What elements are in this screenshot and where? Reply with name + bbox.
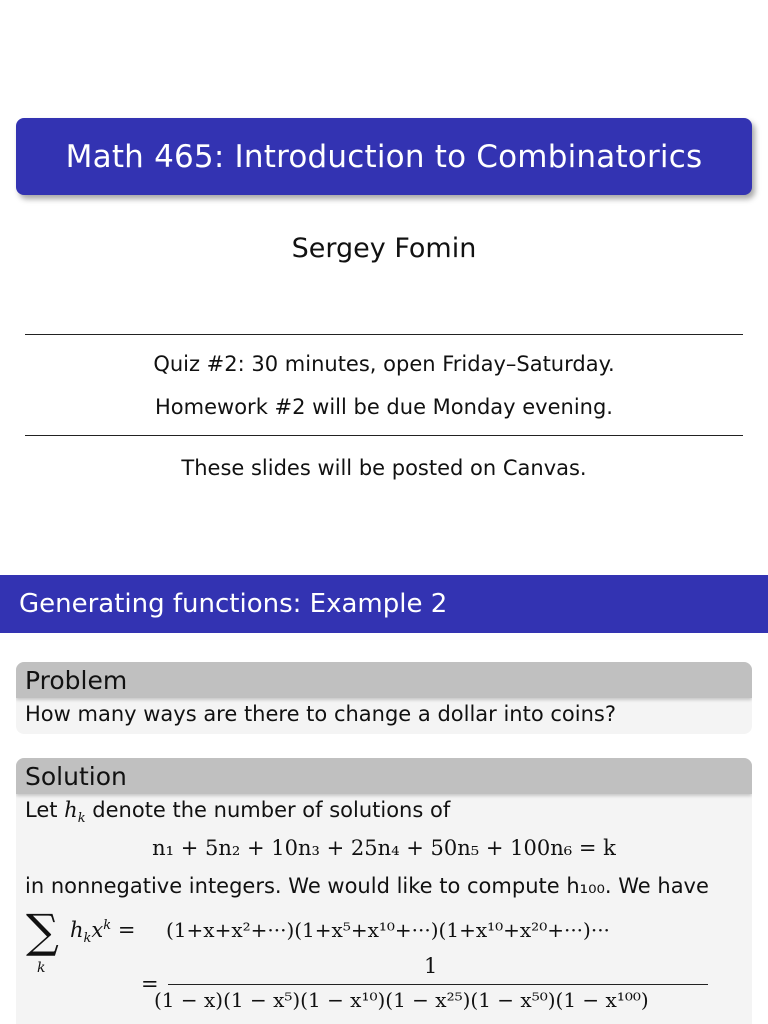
frame-title: Generating functions: Example 2 xyxy=(19,589,448,619)
line1-suffix: denote the number of solutions of xyxy=(92,798,451,822)
solution-block xyxy=(16,758,752,1024)
coin-equation: n₁ + 5n₂ + 10n₃ + 25n₄ + 50n₅ + 100n₆ = k xyxy=(152,836,616,860)
announcement-homework: Homework #2 will be due Monday evening. xyxy=(155,395,613,419)
problem-text: How many ways are there to change a dollar into coins? xyxy=(25,702,616,726)
series-product: (1+x+x²+···)(1+x⁵+x¹⁰+···)(1+x¹⁰+x²⁰+···)··· xyxy=(166,918,610,942)
solution-line-1 xyxy=(25,798,450,826)
author-name: Sergey Fomin xyxy=(291,233,477,264)
summation-index: k xyxy=(37,960,46,976)
announcement-quiz: Quiz #2: 30 minutes, open Friday–Saturday. xyxy=(153,352,615,376)
fraction-denominator: (1 − x)(1 − x⁵)(1 − x¹⁰)(1 − x²⁵)(1 − x⁵⁰)(1 − x¹⁰⁰) xyxy=(154,988,649,1012)
line1-prefix: Let xyxy=(25,798,58,822)
problem-heading: Problem xyxy=(16,662,752,698)
equals-sign: = xyxy=(141,972,159,996)
solution-heading: Solution xyxy=(16,758,752,794)
problem-block xyxy=(16,662,752,734)
slides-posting-note: These slides will be posted on Canvas. xyxy=(181,456,587,480)
frame-header xyxy=(0,575,768,633)
generating-function-lhs: $h_kx^k$ = xyxy=(70,918,136,947)
solution-body xyxy=(16,794,752,1024)
divider-bottom xyxy=(25,435,743,436)
title-banner xyxy=(16,118,752,195)
solution-line-3: in nonnegative integers. We would like to compute h₁₀₀. We have xyxy=(25,874,709,898)
fraction-numerator: 1 xyxy=(424,954,438,978)
divider-top xyxy=(25,334,743,335)
problem-body xyxy=(16,698,752,734)
course-title: Math 465: Introduction to Combinatorics xyxy=(65,138,703,175)
fraction-bar xyxy=(168,984,708,985)
h-k-symbol: $h_k$ xyxy=(64,798,86,827)
summation-sign: ∑ xyxy=(26,904,59,958)
